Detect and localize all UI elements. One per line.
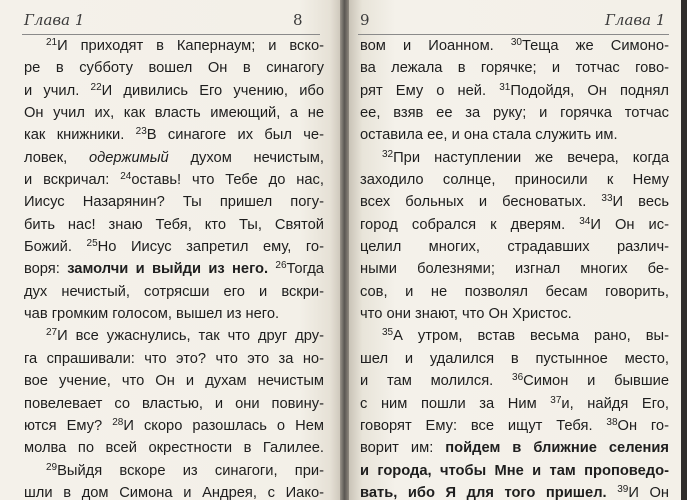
verse-number: 23 <box>135 126 147 138</box>
text-run: вом и Иоанном. <box>360 38 511 54</box>
text-line <box>360 370 669 392</box>
text-run: как книжники. <box>24 127 136 144</box>
text-run: и, найдя Его, <box>561 395 669 412</box>
verse-number: 31 <box>499 81 511 93</box>
page-number: 8 <box>293 11 303 29</box>
text-line <box>24 415 324 437</box>
text-run: Но Иисус запретил ему, го- <box>97 239 324 256</box>
text-run: оставила ее, и она стала служить им. <box>360 127 618 144</box>
text-line <box>24 124 324 146</box>
text-run: шел и удалился в пустынное место, <box>360 350 669 367</box>
text-run: и вскричал: <box>24 172 121 189</box>
text-run: город собрался к дверям. <box>360 216 580 233</box>
text-line <box>24 80 324 102</box>
text-run: шли в дом Симона и Андрея, с Иако- <box>24 484 324 500</box>
text-run: Божий. <box>24 239 87 256</box>
verse-number: 37 <box>550 394 562 406</box>
bold-quote: вать, ибо Я для того пришел. <box>360 484 607 500</box>
text-run: И все ужаснулись, так что друг дру- <box>57 328 324 345</box>
text-run <box>607 485 618 500</box>
text-run: рят Ему о ней. <box>360 82 500 99</box>
text-run: Тогда <box>286 261 324 278</box>
text-run: И приходят в Капернаум; и вско- <box>57 38 324 54</box>
text-line <box>360 303 669 325</box>
text-line <box>360 482 669 500</box>
text-line <box>24 236 324 258</box>
text-run: ворит им: <box>360 440 446 457</box>
text-line <box>360 169 669 191</box>
text-run: ловек, <box>24 149 89 166</box>
text-line <box>360 415 669 437</box>
verse-number: 33 <box>601 193 613 205</box>
verse-number: 38 <box>606 416 618 428</box>
text-column <box>24 35 324 500</box>
text-line <box>24 169 324 191</box>
text-run: повелевает со властью, и они повину- <box>24 395 324 412</box>
text-line <box>360 258 669 280</box>
text-run: ются Ему? <box>24 417 113 434</box>
text-run: воря: <box>24 261 68 278</box>
page-number: 9 <box>360 11 370 29</box>
text-run: И скоро разошлась о Нем <box>123 417 324 434</box>
verse-number: 36 <box>512 372 524 384</box>
verse-number: 21 <box>46 37 58 48</box>
text-run: ва лежала в горячке; и тотчас гово- <box>360 60 669 77</box>
text-line <box>360 102 669 124</box>
text-line <box>360 460 669 482</box>
text-line <box>24 325 324 347</box>
verse-number: 26 <box>275 260 287 272</box>
text-line <box>360 437 669 459</box>
text-line <box>24 303 324 325</box>
text-run: Иисус Назарянин? Ты пришел погу- <box>24 194 324 211</box>
italic-word: одержимый <box>88 149 169 166</box>
bold-quote: замолчи и выйди из него. <box>67 261 269 278</box>
bold-quote: и города, чтобы Мне и там проповедо- <box>360 462 669 479</box>
text-line <box>24 437 324 459</box>
verse-number: 28 <box>112 416 124 428</box>
book-gutter <box>340 0 349 500</box>
text-line <box>360 35 669 57</box>
text-run: и там молился. <box>360 373 513 390</box>
right-page <box>349 0 681 500</box>
text-run: оставь! что Тебе до нас, <box>131 172 324 189</box>
text-line <box>360 348 669 370</box>
text-run: заходило солнце, приносили к Нему <box>360 172 669 189</box>
text-run: ее, взяв ее за руку; и горячка тотчас <box>360 105 669 122</box>
text-line <box>360 191 669 213</box>
running-head-chapter: Глава 1 <box>605 11 666 29</box>
text-run: ре в субботу вошел Он в синагогу <box>24 60 324 77</box>
text-run: В синагоге их был че- <box>146 127 324 144</box>
text-run: И Он <box>628 484 669 500</box>
verse-number: 35 <box>382 327 394 339</box>
text-run: И Он ис- <box>590 216 669 233</box>
text-run: Подойдя, Он поднял <box>510 82 669 99</box>
text-line <box>24 482 324 500</box>
text-run: вое учение, что Он и духам нечистым <box>24 373 324 390</box>
verse-number: 34 <box>579 215 591 227</box>
text-run: Он учил их, как власть имеющий, а не <box>24 105 324 122</box>
text-line <box>360 80 669 102</box>
text-run: Теща же Симоно- <box>521 38 669 54</box>
verse-number: 25 <box>86 238 98 250</box>
text-run: А утром, встав весьма рано, вы- <box>393 328 669 345</box>
text-line <box>24 35 324 57</box>
verse-number: 27 <box>46 327 58 339</box>
text-run: Он го- <box>617 417 669 434</box>
text-run: И дивились Его учению, ибо <box>101 82 325 99</box>
text-line <box>24 393 324 415</box>
verse-number: 32 <box>382 148 394 160</box>
verse-number: 29 <box>46 461 58 473</box>
left-page <box>0 0 340 500</box>
text-line <box>360 236 669 258</box>
verse-number: 24 <box>120 171 132 183</box>
verse-number: 39 <box>617 483 629 495</box>
text-line <box>24 147 324 169</box>
text-line <box>360 281 669 303</box>
text-run: дух нечистый, сотрясши его и вскри- <box>24 283 324 300</box>
text-run: целил многих, страдавших различ- <box>360 239 669 256</box>
text-line <box>360 393 669 415</box>
text-run: и учил. <box>24 82 91 99</box>
verse-number: 30 <box>510 37 522 48</box>
table-edge <box>681 0 687 500</box>
text-run: сов, и не позволял бесам говорить, <box>360 283 669 300</box>
text-run: молва по всей окрестности в Галилее. <box>24 440 324 457</box>
text-run: га спрашивали: что это? что это за но- <box>24 350 324 367</box>
running-head-chapter: Глава 1 <box>24 11 85 29</box>
text-run: духом нечистым, <box>168 149 324 166</box>
verse-number: 22 <box>90 81 102 93</box>
text-run: ными болезнями; изгнал многих бе- <box>360 261 669 278</box>
bold-quote: пойдем в ближние селения <box>445 440 669 457</box>
text-line <box>24 214 324 236</box>
text-line <box>360 214 669 236</box>
text-line <box>24 460 324 482</box>
text-line <box>360 124 669 146</box>
text-run: И весь <box>612 194 669 211</box>
text-line <box>24 281 324 303</box>
text-run: бить нас! знаю Тебя, кто Ты, Святой <box>24 216 324 233</box>
text-run: всех больных и бесноватых. <box>360 194 602 211</box>
text-line <box>24 348 324 370</box>
text-run: что они знают, что Он Христос. <box>360 306 572 323</box>
text-line <box>360 57 669 79</box>
text-run: Симон и бывшие <box>523 373 669 390</box>
text-line <box>24 191 324 213</box>
text-line <box>24 57 324 79</box>
text-line <box>24 102 324 124</box>
text-line <box>360 325 669 347</box>
text-line <box>24 258 324 280</box>
text-column <box>360 35 669 500</box>
text-run: говорят Ему: все ищут Тебя. <box>360 417 607 434</box>
text-run: При наступлении же вечера, когда <box>393 149 669 166</box>
text-run: Выйдя вскоре из синагоги, при- <box>57 462 324 479</box>
text-run: с ним пошли за Ним <box>360 395 551 412</box>
text-run: чав громким голосом, вышел из него. <box>24 306 280 323</box>
text-line <box>360 147 669 169</box>
text-line <box>24 370 324 392</box>
